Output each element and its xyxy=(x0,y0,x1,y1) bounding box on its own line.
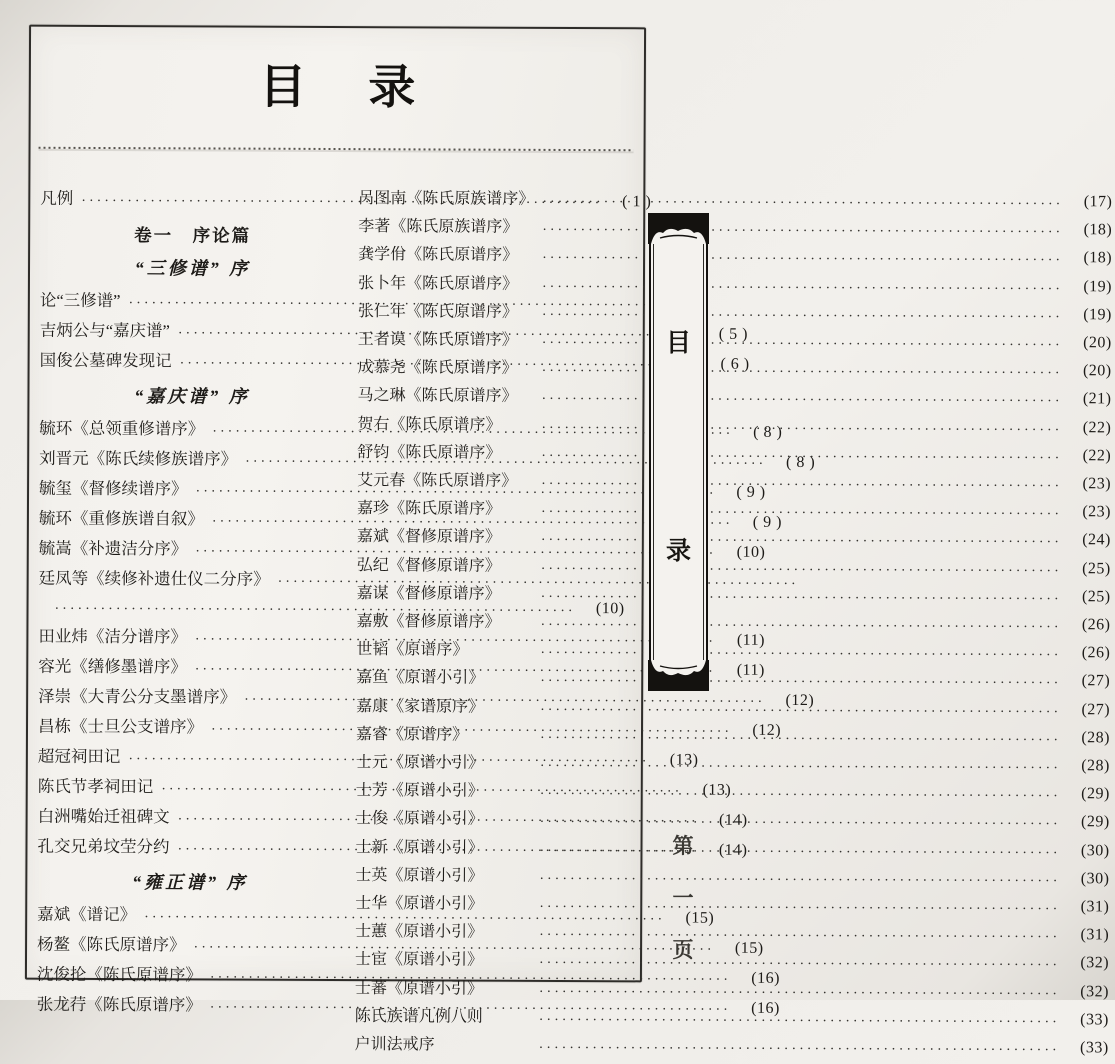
toc-entry xyxy=(356,609,1110,640)
toc-entry-title: 龚学佾《陈氏原谱序》 xyxy=(358,246,519,265)
toc-entry xyxy=(355,1004,1109,1035)
toc-entry-title: 士蕙《原谱小引》 xyxy=(355,923,484,941)
toc-entry xyxy=(357,553,1111,584)
toc-entry-title: 士宦《原谱小引》 xyxy=(354,951,484,970)
toc-entry-title: 容光《缮修墨谱序》 xyxy=(38,656,187,677)
toc-entry xyxy=(355,976,1109,1007)
section-title: 卷一 序论篇 xyxy=(134,225,252,246)
toc-entry-page: (28) xyxy=(1081,757,1110,775)
dot-leader xyxy=(501,444,1067,472)
toc-entry-page: (30) xyxy=(1080,870,1110,888)
toc-entry-title: 张龙荇《陈氏原谱序》 xyxy=(36,994,202,1015)
dotted-divider xyxy=(39,146,634,151)
dot-leader xyxy=(534,190,1068,218)
toc-entry-page: (30) xyxy=(1080,841,1110,860)
dot-leader xyxy=(483,1008,1065,1036)
tab-bottom-ornament-icon xyxy=(648,660,709,680)
dot-leader xyxy=(518,331,1068,359)
toc-entry-title: 张仁年《陈氏原谱序》 xyxy=(357,302,518,321)
toc-entry-title: 白洲嘴始迁祖碑文 xyxy=(37,806,170,827)
toc-entry xyxy=(355,948,1109,979)
toc-entry-title: 凡例 xyxy=(40,188,74,208)
toc-subsection-header xyxy=(40,255,345,283)
dot-leader xyxy=(484,697,1066,725)
toc-entry-page: (23) xyxy=(1082,475,1112,493)
toc-entry-title: 嘉敷《督修原谱序》 xyxy=(356,613,501,631)
toc-entry-title: 毓环《总领重修谱序》 xyxy=(39,418,205,439)
margin-contents-tab xyxy=(648,213,709,691)
toc-entry-page: ( 1 ) xyxy=(622,193,652,211)
toc-entry xyxy=(355,1032,1109,1063)
toc-entry-title: 王者谟《陈氏原谱序》 xyxy=(357,331,518,349)
dot-leader xyxy=(501,528,1067,556)
subsection-title: “雍正谱” 序 xyxy=(132,872,248,893)
dot-leader xyxy=(483,923,1065,951)
toc-entry-page: (33) xyxy=(1080,1011,1109,1029)
subsection-title: “三修谱” 序 xyxy=(134,258,251,279)
dot-leader xyxy=(484,754,1066,782)
toc-entry xyxy=(357,384,1111,415)
toc-entry xyxy=(357,496,1111,527)
toc-entry-title: 呙图南《陈氏原族谱序》 xyxy=(358,190,535,208)
toc-entry-title: 毓环《重修族谱自叙》 xyxy=(38,508,204,529)
toc-entry-page: (18) xyxy=(1083,221,1113,239)
toc-entry-page: (19) xyxy=(1083,277,1113,295)
toc-entry xyxy=(355,891,1109,922)
toc-entry-page: (16) xyxy=(751,969,781,987)
dot-leader xyxy=(501,500,1067,528)
toc-entry-page: (25) xyxy=(1081,588,1111,606)
toc-entry-page: ( 9 ) xyxy=(736,483,766,501)
toc-entry-page: (20) xyxy=(1082,362,1112,380)
toc-entry-title: 弘纪《督修原谱序》 xyxy=(356,556,501,575)
toc-entry-page: (27) xyxy=(1081,672,1111,690)
toc-entry xyxy=(356,694,1110,725)
toc-entry-page: (31) xyxy=(1080,898,1110,916)
toc-entry-title: 张卜年《陈氏原谱序》 xyxy=(357,274,519,293)
toc-entry-page: ( 8 ) xyxy=(786,453,816,472)
toc-entry-page: (13) xyxy=(702,781,732,799)
toc-entry xyxy=(358,243,1112,274)
tab-char-mu: 目 xyxy=(665,330,691,358)
dot-leader xyxy=(484,810,1066,838)
toc-entry-page: (32) xyxy=(1080,954,1110,972)
toc-entry-page: (19) xyxy=(1083,306,1112,324)
dot-leader xyxy=(468,641,1066,669)
dot-leader xyxy=(518,274,1068,302)
dot-leader xyxy=(518,359,1068,387)
toc-entry-title: 嘉鱼《原谱小引》 xyxy=(356,669,485,688)
vertical-page-number xyxy=(666,830,700,964)
toc-entry-page: (10) xyxy=(736,543,766,561)
toc-entry-title: 马之琳《陈氏原谱序》 xyxy=(357,387,518,406)
toc-entry-page: (32) xyxy=(1080,982,1109,1001)
toc-entry-title: 嘉珍《陈氏原谱序》 xyxy=(356,500,502,518)
toc-entry-page: (23) xyxy=(1082,503,1112,521)
toc-entry xyxy=(357,525,1111,556)
toc-entry-title: 廷凤等《续修补遗仕仪二分序》 xyxy=(38,568,270,589)
toc-entry-page: ( 9 ) xyxy=(752,513,782,531)
toc-entry-page: (13) xyxy=(669,751,699,769)
toc-entry-page: (21) xyxy=(1082,390,1112,408)
tab-top-bar xyxy=(648,213,709,224)
tab-top-ornament-icon xyxy=(648,224,709,244)
toc-entry-title: 士英《原谱小引》 xyxy=(355,866,484,885)
toc-entry-page: ( 6 ) xyxy=(720,355,750,373)
toc-entry-title: 士芳《原谱小引》 xyxy=(355,782,484,800)
dot-leader xyxy=(483,838,1065,866)
toc-entry-title: 贺右《陈氏原谱序》 xyxy=(357,415,502,434)
page-title-char-2: 录 xyxy=(368,60,416,116)
toc-entry xyxy=(358,355,1112,386)
toc-entry-title: 李著《陈氏原族谱序》 xyxy=(358,218,519,236)
toc-entry xyxy=(358,271,1112,302)
page-number-char-3: 页 xyxy=(672,938,694,962)
dot-leader xyxy=(483,951,1065,979)
dot-leader xyxy=(483,867,1065,895)
page-number-char-1: 第 xyxy=(672,834,694,858)
dot-leader xyxy=(468,725,1066,753)
tab-bottom-bar xyxy=(648,680,709,691)
toc-section-header xyxy=(40,222,345,250)
toc-entry-page: (16) xyxy=(751,999,780,1017)
toc-entry-page: (20) xyxy=(1083,334,1112,352)
toc-entry-title: 超冠祠田记 xyxy=(37,746,121,767)
dot-leader xyxy=(501,556,1067,584)
toc-entry-title: 泽崇《大青公分支墨谱序》 xyxy=(38,686,237,707)
dot-leader xyxy=(435,1036,1065,1064)
toc-entry-page: (17) xyxy=(1083,193,1113,211)
toc-entry-page: (31) xyxy=(1080,926,1110,944)
toc-entry-title: 户训法戒序 xyxy=(354,1036,435,1054)
toc-entry-title: 士俊《原谱小引》 xyxy=(355,810,484,829)
toc-entry-title: 国俊公墓碑发现记 xyxy=(39,350,172,371)
toc-entry xyxy=(355,919,1109,950)
toc-entry-title: 嘉斌《督修原谱序》 xyxy=(356,528,501,547)
toc-entry-title: 刘晋元《陈氏续修族谱序》 xyxy=(39,448,238,469)
toc-entry xyxy=(356,637,1110,668)
toc-entry-page: (29) xyxy=(1080,813,1110,831)
toc-entry-title: 沈俊抡《陈氏原谱序》 xyxy=(36,964,202,985)
toc-entry-title: 嘉谋《督修原谱序》 xyxy=(356,584,501,603)
toc-entry-page: (22) xyxy=(1082,447,1112,465)
toc-entry-title: 陈氏节孝祠田记 xyxy=(37,776,154,797)
toc-entry-title: 吉炳公与“嘉庆谱” xyxy=(39,320,170,341)
toc-entry-title: 嘉康《家谱原序》 xyxy=(356,697,485,716)
toc-entry xyxy=(40,287,345,318)
page-title xyxy=(31,61,644,115)
toc-entry-page: (33) xyxy=(1079,1039,1109,1057)
toc-entry-page: (24) xyxy=(1082,531,1111,549)
subsection-title: “嘉庆谱” 序 xyxy=(134,386,250,407)
toc-entry-page: (12) xyxy=(752,721,782,739)
toc-entry-title: 舒钧《陈氏原谱序》 xyxy=(357,443,502,462)
toc-entry-title: 士新《原谱小引》 xyxy=(355,838,484,857)
toc-entry xyxy=(357,468,1111,499)
toc-entry xyxy=(356,750,1110,781)
toc-entry-page: (15) xyxy=(685,909,715,927)
toc-entry-page: (27) xyxy=(1081,700,1111,719)
printed-page-frame xyxy=(25,25,1113,1057)
toc-entry-page: (26) xyxy=(1081,616,1111,634)
toc-entry xyxy=(355,863,1109,894)
page-number-char-2: 一 xyxy=(672,886,694,910)
tab-char-lu: 录 xyxy=(665,538,691,566)
toc-entry xyxy=(358,299,1112,330)
toc-entry-page: ( 8 ) xyxy=(753,423,783,441)
toc-entry-title: 孔交兄弟坟茔分约 xyxy=(37,836,170,857)
toc-entry-title: 艾元春《陈氏原谱序》 xyxy=(357,472,518,490)
toc-entry-title: 士蕃《原谱小引》 xyxy=(354,979,483,998)
toc-entry-page: ( 5 ) xyxy=(718,325,748,343)
dot-leader xyxy=(483,979,1065,1007)
dot-leader xyxy=(501,415,1067,443)
toc-entry-page: (25) xyxy=(1082,559,1111,578)
toc-entry xyxy=(356,778,1110,809)
dot-leader xyxy=(518,246,1068,274)
toc-subsection-header xyxy=(37,869,342,897)
toc-entry xyxy=(356,807,1110,838)
toc-entry-page: (14) xyxy=(718,841,748,859)
toc-entry-title: 论“三修谱” xyxy=(39,290,121,311)
toc-entry-title: 田业炜《洁分谱序》 xyxy=(38,626,187,647)
toc-entry-title: 杨鳌《陈氏原谱序》 xyxy=(37,934,186,955)
toc-entry-title: 昌栋《士旦公支谱序》 xyxy=(37,716,204,737)
dot-leader xyxy=(500,613,1066,641)
toc-entry-title: 毓玺《督修续谱序》 xyxy=(39,478,188,499)
toc-entry xyxy=(358,214,1112,245)
toc-entry-title: 毓嵩《补遗洁分序》 xyxy=(38,538,188,559)
toc-entry xyxy=(358,186,1112,217)
toc-entry-page: (29) xyxy=(1081,785,1110,803)
toc-entry-title: 成慕尧《陈氏原谱序》 xyxy=(357,359,518,378)
dot-leader xyxy=(484,782,1066,810)
toc-entry xyxy=(357,581,1111,612)
dot-leader xyxy=(501,585,1067,613)
dot-leader xyxy=(518,218,1068,246)
dot-leader xyxy=(518,303,1068,331)
toc-entry-title: 世韬《原谱序》 xyxy=(356,641,469,659)
toc-entry xyxy=(356,666,1110,697)
dot-leader xyxy=(517,387,1067,415)
toc-entry-title: 嘉斌《谱记》 xyxy=(37,904,137,925)
toc-entry-page: (22) xyxy=(1082,418,1112,437)
toc-entry xyxy=(357,412,1111,443)
toc-entry xyxy=(356,722,1110,753)
toc-entry-page: (18) xyxy=(1083,249,1113,267)
toc-entry-page: (15) xyxy=(734,939,764,957)
toc-entry xyxy=(39,565,344,596)
toc-entry-page: (26) xyxy=(1081,644,1111,662)
toc-entry-page: (12) xyxy=(785,691,815,710)
toc-entry-page: (28) xyxy=(1081,729,1111,747)
dot-leader xyxy=(483,895,1065,923)
toc-entry-title: 士元《原谱小引》 xyxy=(355,754,484,772)
toc-entry-page: (10) xyxy=(595,600,625,618)
toc-entry-page: (11) xyxy=(736,661,765,679)
toc-entry-page: (11) xyxy=(736,631,765,649)
page-title-char-1: 目 xyxy=(259,59,307,115)
dot-leader xyxy=(517,472,1067,500)
toc-entry xyxy=(357,440,1111,471)
toc-columns xyxy=(33,179,1113,1057)
toc-entry-title: 士华《原谱小引》 xyxy=(355,895,484,913)
toc-entry xyxy=(358,327,1112,358)
toc-entry-title: 嘉睿《原谱序》 xyxy=(355,725,469,744)
toc-subsection-header xyxy=(39,383,344,411)
dot-leader xyxy=(484,669,1066,697)
toc-entry-page: (14) xyxy=(718,811,748,829)
toc-entry-title: 陈氏族谱凡例八则 xyxy=(354,1007,483,1026)
tab-cartouche-box xyxy=(649,244,708,660)
toc-entry xyxy=(355,835,1109,866)
